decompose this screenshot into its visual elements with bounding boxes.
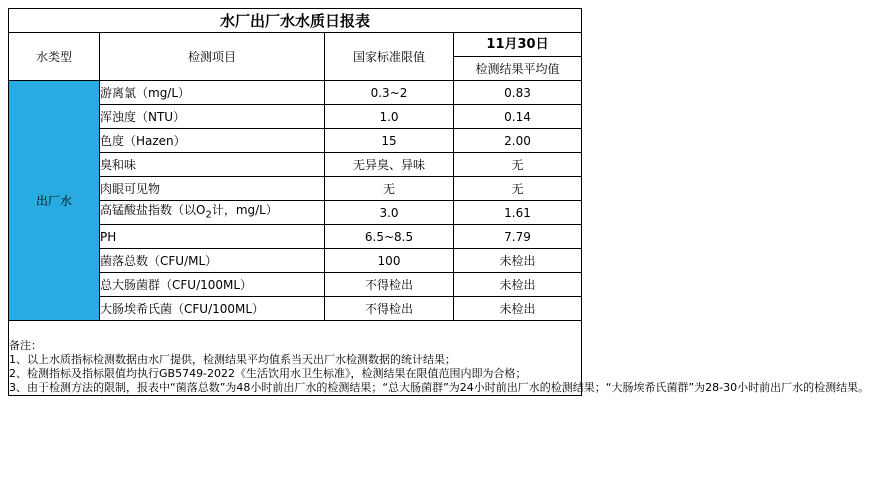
notes-heading: 备注： bbox=[9, 339, 42, 352]
notes-cell bbox=[9, 321, 869, 396]
row-standard: 无异臭、异味 bbox=[325, 153, 454, 177]
title-row bbox=[9, 9, 582, 33]
row-standard: 1.0 bbox=[325, 105, 454, 129]
row-standard: 6.5~8.5 bbox=[325, 225, 454, 249]
row-result: 0.83 bbox=[454, 81, 582, 105]
row-standard: 无 bbox=[325, 177, 454, 201]
header-item: 检测项目 bbox=[100, 33, 325, 81]
row-item: PH bbox=[100, 225, 325, 249]
row-result: 未检出 bbox=[454, 249, 582, 273]
report-sheet bbox=[8, 8, 869, 396]
row-item: 色度（Hazen） bbox=[100, 129, 325, 153]
row-item: 总大肠菌群（CFU/100ML） bbox=[100, 273, 325, 297]
note-line: 1、以上水质指标检测数据由水厂提供，检测结果平均值系当天出厂水检测数据的统计结果； bbox=[9, 353, 456, 366]
row-result: 1.61 bbox=[454, 201, 582, 225]
report-title: 水厂出厂水水质日报表 bbox=[9, 9, 582, 33]
row-standard: 3.0 bbox=[325, 201, 454, 225]
row-result: 2.00 bbox=[454, 129, 582, 153]
water-quality-report-table bbox=[8, 8, 869, 396]
notes-spacer bbox=[9, 321, 581, 339]
header-row-1 bbox=[9, 33, 582, 57]
row-item: 浑浊度（NTU） bbox=[100, 105, 325, 129]
row-result: 无 bbox=[454, 177, 582, 201]
header-water-type: 水类型 bbox=[9, 33, 100, 81]
row-item: 臭和味 bbox=[100, 153, 325, 177]
notes-row bbox=[9, 321, 582, 396]
row-item bbox=[100, 201, 325, 225]
row-item-tail: 计，mg/L） bbox=[211, 202, 278, 217]
row-standard: 0.3~2 bbox=[325, 81, 454, 105]
header-date: 11月30日 bbox=[454, 33, 582, 57]
row-standard: 15 bbox=[325, 129, 454, 153]
water-type-cell: 出厂水 bbox=[9, 81, 100, 321]
row-item: 肉眼可见物 bbox=[100, 177, 325, 201]
row-standard: 不得检出 bbox=[325, 297, 454, 321]
row-item: 菌落总数（CFU/ML） bbox=[100, 249, 325, 273]
header-standard: 国家标准限值 bbox=[325, 33, 454, 81]
row-item-subscript: 2 bbox=[205, 209, 212, 221]
row-standard: 不得检出 bbox=[325, 273, 454, 297]
table-row bbox=[9, 81, 582, 105]
row-standard: 100 bbox=[325, 249, 454, 273]
row-item: 大肠埃希氏菌（CFU/100ML） bbox=[100, 297, 325, 321]
note-line: 2、检测指标及指标限值均执行GB5749-2022《生活饮用水卫生标准》，检测结果在限值范围内即为合格； bbox=[9, 367, 527, 380]
row-item-text: 高锰酸盐指数（以O bbox=[100, 202, 206, 217]
header-result: 检测结果平均值 bbox=[454, 57, 582, 81]
row-result: 0.14 bbox=[454, 105, 582, 129]
row-result: 7.79 bbox=[454, 225, 582, 249]
row-item: 游离氯（mg/L） bbox=[100, 81, 325, 105]
row-result: 未检出 bbox=[454, 273, 582, 297]
row-result: 无 bbox=[454, 153, 582, 177]
row-result: 未检出 bbox=[454, 297, 582, 321]
note-line: 3、由于检测方法的限制，报表中“菌落总数”为48小时前出厂水的检测结果；“总大肠菌群”为24小时前出厂水的检测结果；“大肠埃希氏菌群”为28-30小时前出厂水的检测结果。 bbox=[9, 381, 869, 394]
